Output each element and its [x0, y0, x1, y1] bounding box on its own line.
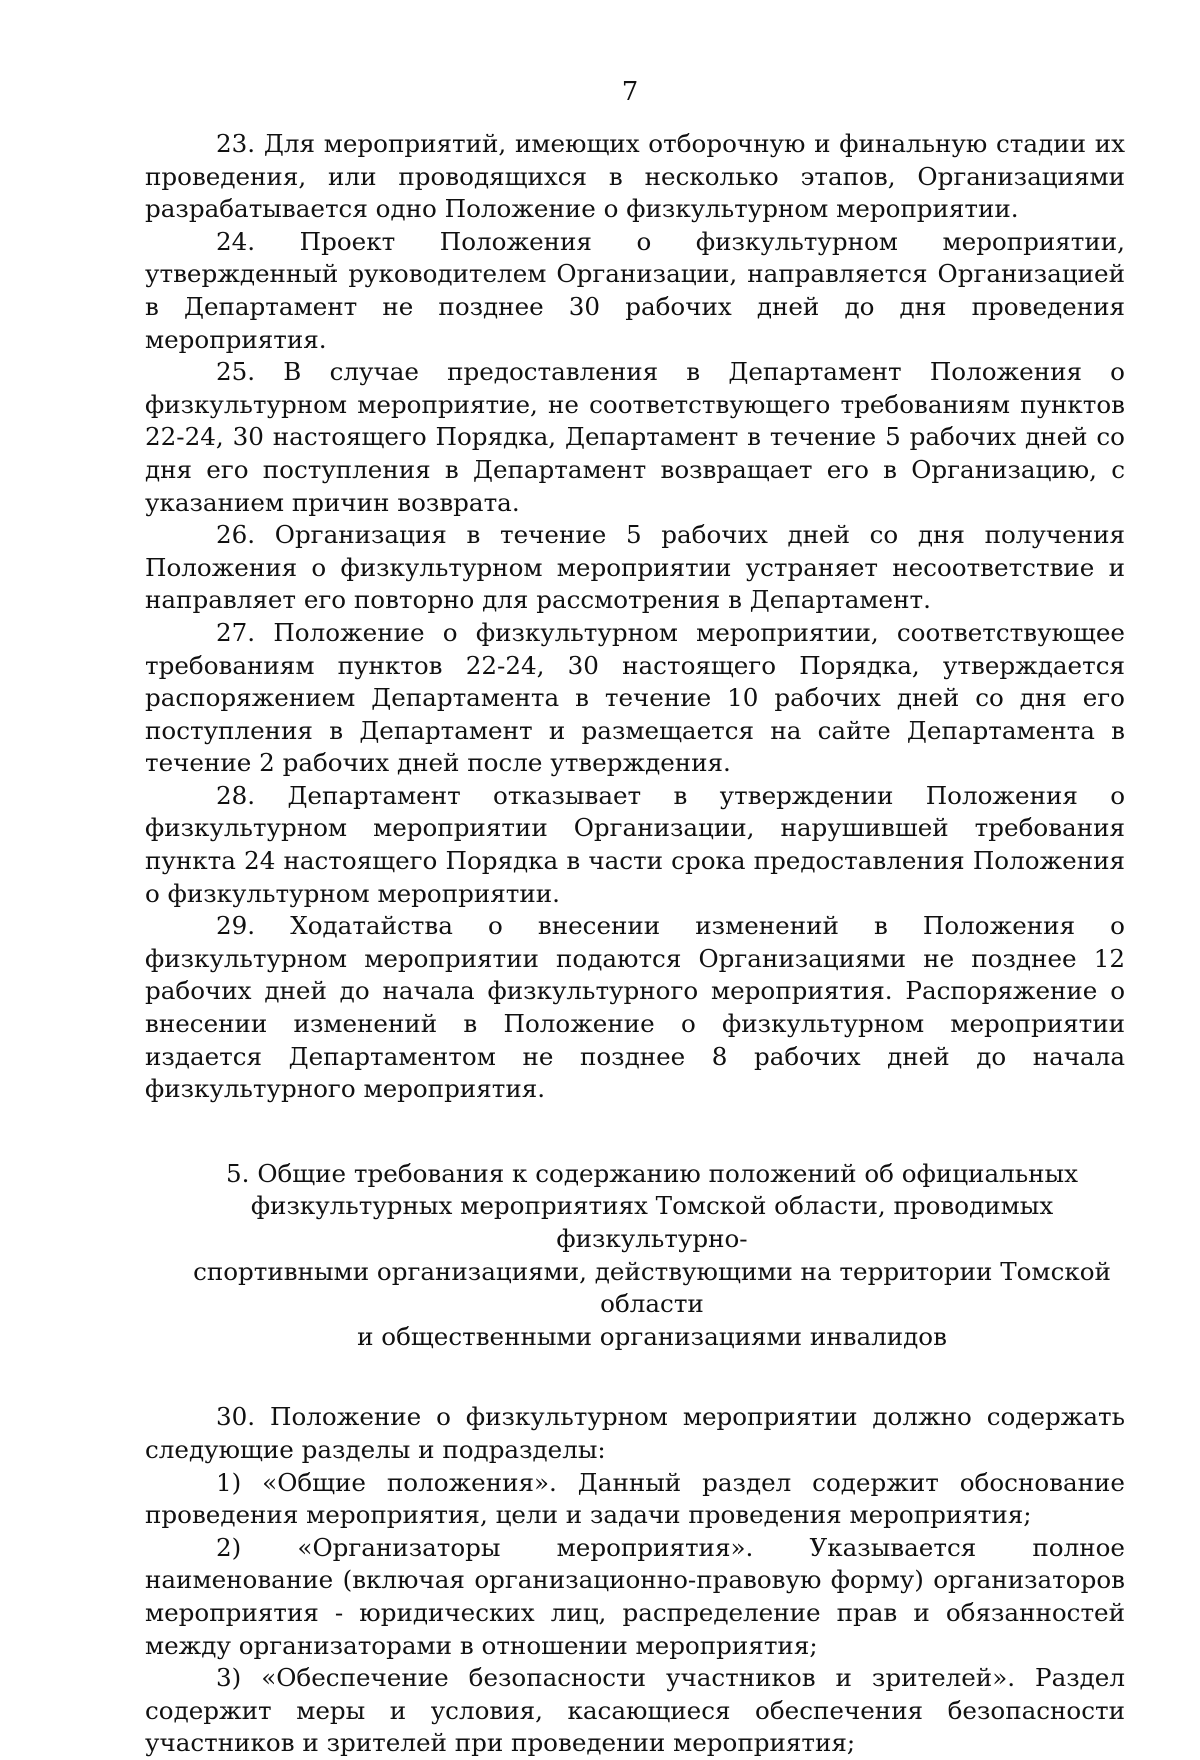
page-number: 7: [621, 77, 639, 107]
paragraph-23: 23. Для мероприятий, имеющих отборочную и финальную стадии их проведения, или проводящихся в несколько этапов, Организациями разрабатывается одно Положение о физкультурном мероприятии.: [145, 129, 1125, 224]
section-heading-line: и общественными организациями инвалидов: [357, 1321, 947, 1351]
paragraph-30: 30. Положение о физкультурном мероприятии должно содержать следующие разделы и подразделы:: [145, 1402, 1125, 1464]
paragraph-26: 26. Организация в течение 5 рабочих дней со дня получения Положения о физкультурном мероприятии устраняет несоответствие и направляет его повторно для рассмотрения в Департамент.: [145, 520, 1125, 615]
document-body: [145, 128, 1125, 1760]
section-5-heading: [145, 1158, 1125, 1354]
paragraph-25: 25. В случае предоставления в Департамент Положения о физкультурном мероприятие, не соответствующего требованиям пунктов 22-24, 30 настоящего Порядка, Департамент в течение 5 рабочих дней со дня его поступления в Департамент возвращает его в Организацию, с указанием причин возврата.: [145, 357, 1125, 517]
section-heading-line: спортивными организациями, действующими на территории Томской области: [193, 1256, 1111, 1319]
list-item-2: 2) «Организаторы мероприятия». Указывается полное наименование (включая организационно-правовую форму) организаторов мероприятия - юридических лиц, распределение прав и обязанностей между организаторами в отношении мероприятия;: [145, 1532, 1125, 1660]
paragraph-28: 28. Департамент отказывает в утверждении Положения о физкультурном мероприятии Организации, нарушившей требования пункта 24 настоящего Порядка в части срока предоставления Положения о физкультурном мероприятии.: [145, 780, 1125, 908]
list-item-3: 3) «Обеспечение безопасности участников и зрителей». Раздел содержит меры и условия, касающиеся обеспечения безопасности участников и зрителей при проведении мероприятия;: [145, 1663, 1125, 1758]
paragraph-27: 27. Положение о физкультурном мероприятии, соответствующее требованиям пунктов 22-24, 30 настоящего Порядка, утверждается распоряжением Департамента в течение 10 рабочих дней со дня его поступления в Департамент и размещается на сайте Департамента в течение 2 рабочих дней после утверждения.: [145, 617, 1125, 778]
paragraph-29: 29. Ходатайства о внесении изменений в Положения о физкультурном мероприятии подаются Организациями не позднее 12 рабочих дней до начала физкультурного мероприятия. Распоряжение о внесении изменений в Положение о физкультурном мероприятии издается Департаментом не позднее 8 рабочих дней до начала физкультурного мероприятия.: [145, 911, 1125, 1104]
list-item-1: 1) «Общие положения». Данный раздел содержит обоснование проведения мероприятия, цели и задачи проведения мероприятия;: [145, 1467, 1125, 1530]
paragraph-24: 24. Проект Положения о физкультурном мероприятии, утвержденный руководителем Организации, направляется Организацией в Департамент не позднее 30 рабочих дней до дня проведения мероприятия.: [145, 226, 1125, 354]
section-heading-line: физкультурных мероприятиях Томской области, проводимых физкультурно-: [250, 1191, 1054, 1253]
section-heading-line: 5. Общие требования к содержанию положений об официальных: [226, 1158, 1078, 1188]
